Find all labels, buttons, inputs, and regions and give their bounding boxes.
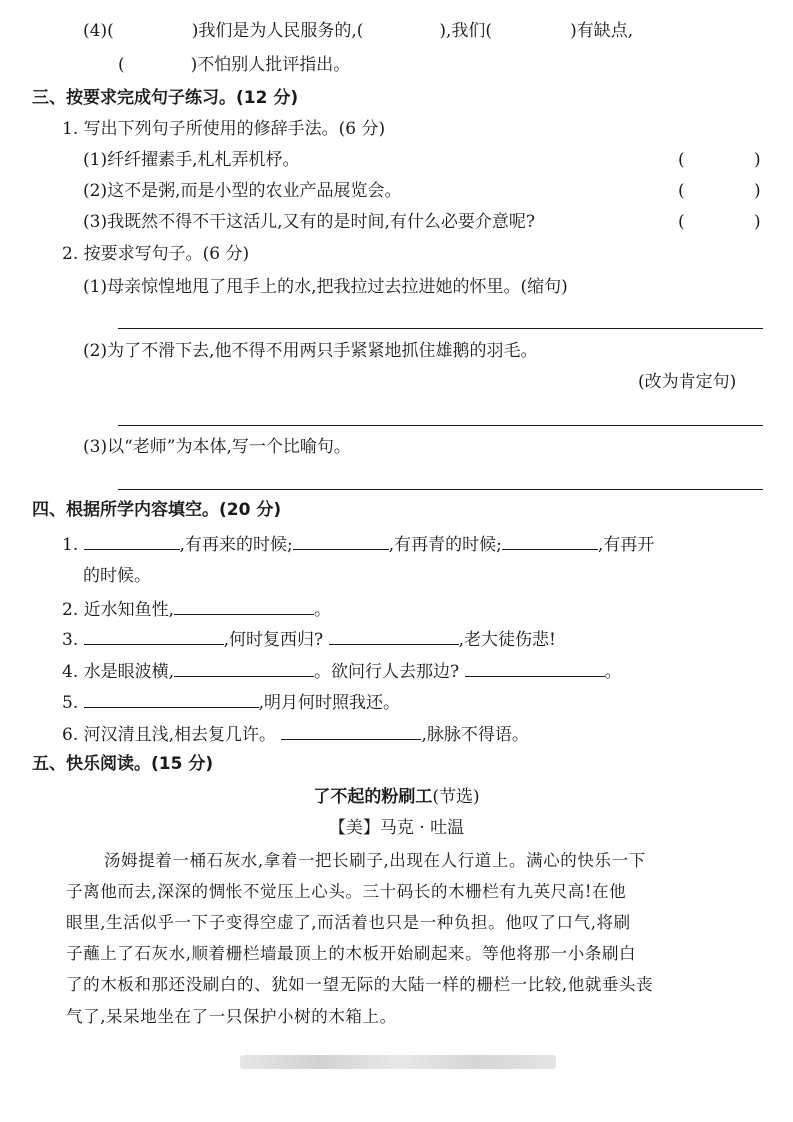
- answer-line-1[interactable]: [118, 328, 763, 329]
- answer-paren-open: (: [678, 212, 685, 232]
- blurred-footer-watermark: [240, 1055, 556, 1069]
- fill-blank[interactable]: [329, 627, 459, 645]
- fill-blank[interactable]: [84, 690, 259, 708]
- reading-title: 了不起的粉刷工(节选): [313, 787, 480, 807]
- s4-item-6: 6. 河汉清且浅,相去复几许。 ,脉脉不得语。: [62, 722, 529, 746]
- answer-paren-close: ): [754, 212, 761, 232]
- reading-para-line-5: 了的木板和那还没刷白的、犹如一望无际的大陆一样的栅栏一比较,他就垂头丧: [66, 975, 654, 994]
- section3-heading: 三、按要求完成句子练习。(12 分): [32, 88, 299, 108]
- answer-paren-close: ): [754, 181, 761, 201]
- answer-paren-open: (: [678, 150, 685, 170]
- fill-blank[interactable]: [465, 659, 605, 677]
- reading-author: 【美】马克 · 吐温: [328, 818, 465, 838]
- s4-item-3: 3. ,何时复西归? ,老大徒伤悲!: [62, 627, 556, 651]
- s4-item-5: 5. ,明月何时照我还。: [62, 690, 400, 714]
- s4-item-1-cont: 的时候。: [83, 566, 151, 586]
- answer-paren-open: (: [678, 181, 685, 201]
- q4-line1: (4)( )我们是为人民服务的,( ),我们( )有缺点,: [83, 21, 634, 41]
- section5-heading: 五、快乐阅读。(15 分): [32, 754, 214, 774]
- answer-paren-close: ): [754, 150, 761, 170]
- reading-para-line-1: 汤姆提着一桶石灰水,拿着一把长刷子,出现在人行道上。满心的快乐一下: [104, 851, 646, 870]
- s3-q2-item-2: (2)为了不滑下去,他不得不用两只手紧紧地抓住雄鹅的羽毛。: [83, 341, 538, 361]
- answer-line-2[interactable]: [118, 425, 763, 426]
- s3-q1-item-1: (1)纤纤擢素手,札札弄机杼。: [83, 150, 300, 170]
- fill-blank[interactable]: [174, 597, 314, 615]
- fill-blank[interactable]: [502, 532, 598, 550]
- reading-para-line-3: 眼里,生活似乎一下子变得空虚了,而活着也只是一种负担。他叹了口气,将刷: [66, 913, 631, 932]
- s4-item-1: 1. ,有再来的时候; ,有再青的时候; ,有再开: [62, 532, 654, 556]
- s3-q2-item-2-note: (改为肯定句): [638, 372, 737, 392]
- fill-blank[interactable]: [84, 627, 224, 645]
- rhetoric-answer-blank-3[interactable]: [690, 211, 750, 233]
- reading-para-line-2: 子离他而去,深深的惆怅不觉压上心头。三十码长的木栅栏有九英尺高!在他: [66, 882, 627, 901]
- s3-q1-item-3: (3)我既然不得不干这活儿,又有的是时间,有什么必要介意呢?: [83, 212, 536, 232]
- rhetoric-answer-blank-2[interactable]: [690, 180, 750, 202]
- answer-line-3[interactable]: [118, 489, 763, 490]
- s4-item-4: 4. 水是眼波横, 。欲问行人去那边? 。: [62, 659, 622, 683]
- fill-blank[interactable]: [281, 722, 421, 740]
- s3-q2-item-1: (1)母亲惊惶地甩了甩手上的水,把我拉过去拉进她的怀里。(缩句): [83, 277, 568, 297]
- s3-q2: 2. 按要求写句子。(6 分): [62, 244, 250, 264]
- reading-para-line-6: 气了,呆呆地坐在了一只保护小树的木箱上。: [66, 1007, 397, 1026]
- s3-q2-item-3: (3)以“老师”为本体,写一个比喻句。: [83, 437, 351, 457]
- s3-q1: 1. 写出下列句子所使用的修辞手法。(6 分): [62, 119, 386, 139]
- rhetoric-answer-blank-1[interactable]: [690, 149, 750, 171]
- q4-line2: ( )不怕别人批评指出。: [118, 55, 351, 75]
- fill-blank[interactable]: [293, 532, 389, 550]
- fill-blank[interactable]: [174, 659, 314, 677]
- section4-heading: 四、根据所学内容填空。(20 分): [32, 500, 282, 520]
- s4-item-2: 2. 近水知鱼性, 。: [62, 597, 331, 621]
- fill-blank[interactable]: [84, 532, 180, 550]
- s3-q1-item-2: (2)这不是粥,而是小型的农业产品展览会。: [83, 181, 402, 201]
- reading-para-line-4: 子蘸上了石灰水,顺着栅栏墙最顶上的木板开始刷起来。等他将那一小条刷白: [66, 944, 637, 963]
